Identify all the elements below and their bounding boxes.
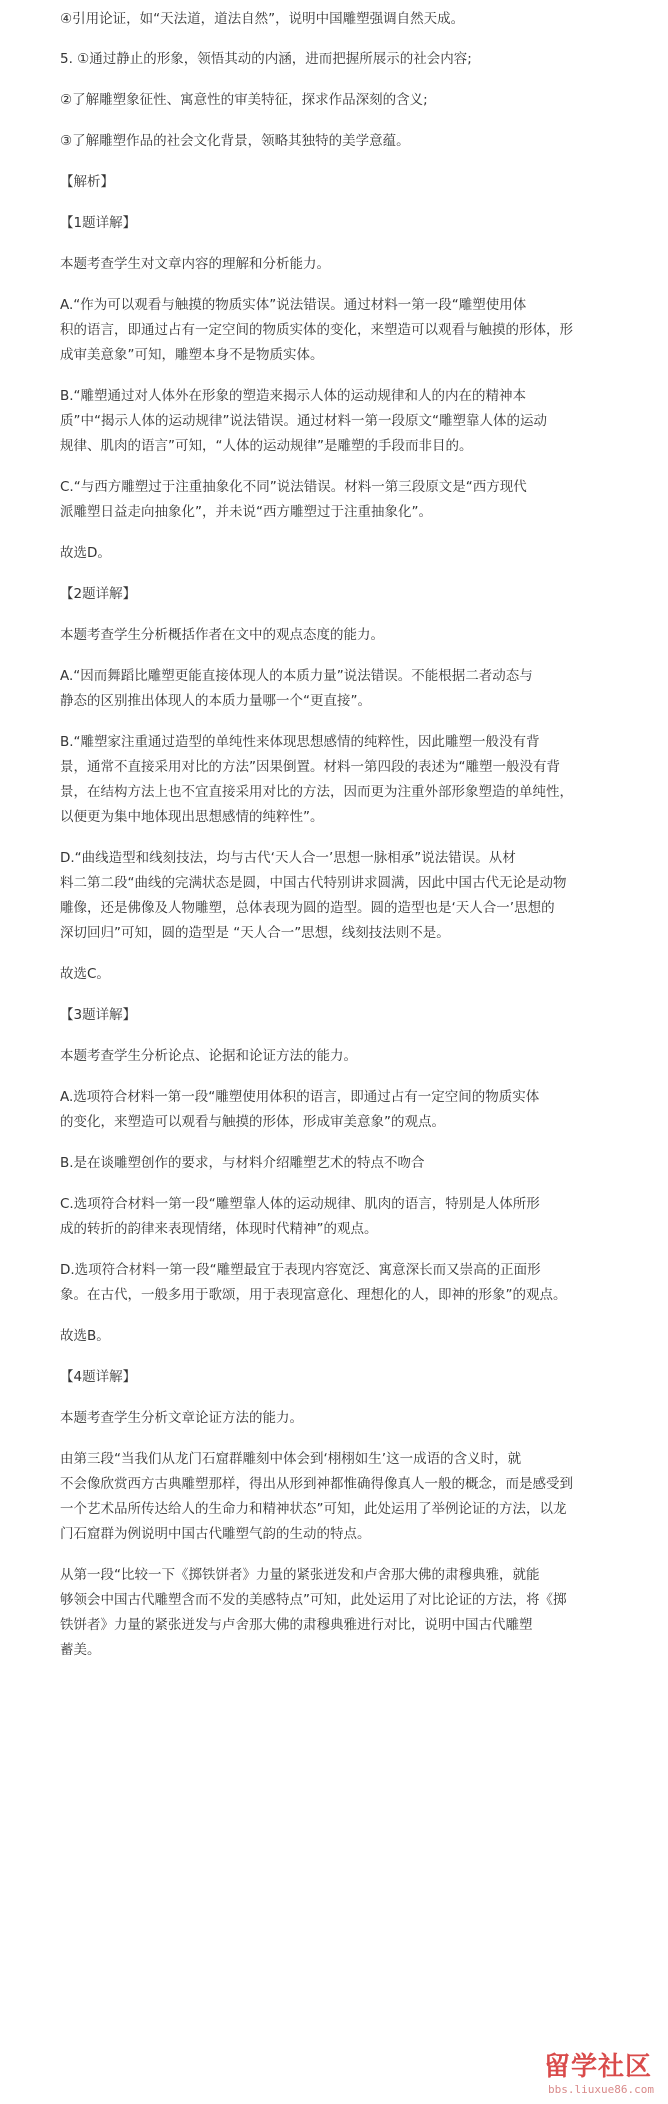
text-line: 不会像欣赏西方古典雕塑那样，得出从形到神都惟确得像真人一般的概念，而是感受到 <box>60 1476 573 1492</box>
text-line: C.“与西方雕塑过于注重抽象化不同”说法错误。材料一第三段原文是“西方现代 <box>60 479 527 495</box>
text-line: 景，在结构方法上也不宜直接采用对比的方法，因而更为注重外部形象塑造的单纯性， <box>60 784 573 800</box>
text-line: A.“作为可以观看与触摸的物质实体”说法错误。通过材料一第一段“雕塑使用体 <box>60 297 527 313</box>
text-line: A.“因而舞蹈比雕塑更能直接体现人的本质力量”说法错误。不能根据二者动态与 <box>60 668 533 684</box>
text-line: 深切回归”可知，圆的造型是 “天人合一”思想，线刻技法则不是。 <box>60 925 450 941</box>
text-line: B.“雕塑通过对人体外在形象的塑造来揭示人体的运动规律和人的内在的精神本 <box>60 388 527 404</box>
watermark-logo <box>484 2044 660 2098</box>
text-line: 本题考查学生对文章内容的理解和分析能力。 <box>60 256 330 272</box>
text-line: 派雕塑日益走向抽象化”，并未说“西方雕塑过于注重抽象化”。 <box>60 504 432 520</box>
text-line: 一个艺术品所传达给人的生命力和精神状态”可知，此处运用了举例论证的方法，以龙 <box>60 1501 567 1517</box>
text-line: 本题考查学生分析文章论证方法的能力。 <box>60 1410 303 1426</box>
text-line: 5. ①通过静止的形象，领悟其动的内涵，进而把握所展示的社会内容; <box>60 51 472 67</box>
text-line: 料二第二段“曲线的完满状态是圆，中国古代特别讲求圆满，因此中国古代无论是动物 <box>60 875 567 891</box>
section-heading: 【3题详解】 <box>60 1007 137 1023</box>
text-line: 景，通常不直接采用对比的方法”因果倒置。材料一第四段的表述为“雕塑一般没有背 <box>60 759 560 775</box>
text-line: 故选C。 <box>60 966 110 982</box>
text-line: 蓄美。 <box>60 1642 101 1658</box>
text-line: 本题考查学生分析概括作者在文中的观点态度的能力。 <box>60 627 384 643</box>
text-line: 故选D。 <box>60 545 111 561</box>
text-line: 规律、肌肉的语言”可知，“人体的运动规律”是雕塑的手段而非目的。 <box>60 438 473 454</box>
text-line: 本题考查学生分析论点、论据和论证方法的能力。 <box>60 1048 357 1064</box>
section-heading: 【2题详解】 <box>60 586 137 602</box>
text-line: B.“雕塑家注重通过造型的单纯性来体现思想感情的纯粹性，因此雕塑一般没有背 <box>60 734 540 750</box>
text-line: 由第三段“当我们从龙门石窟群雕刻中体会到‘栩栩如生’这一成语的含义时，就 <box>60 1451 522 1467</box>
text-line: 从第一段“比较一下《掷铁饼者》力量的紧张迸发和卢舍那大佛的肃穆典雅，就能 <box>60 1567 540 1583</box>
text-line: B.是在谈雕塑创作的要求，与材料介绍雕塑艺术的特点不吻合 <box>60 1155 425 1171</box>
text-line: A.选项符合材料一第一段“雕塑使用体积的语言，即通过占有一定空间的物质实体 <box>60 1089 540 1105</box>
text-line: 象。在古代，一般多用于歌颂，用于表现富意化、理想化的人，即神的形象”的观点。 <box>60 1287 567 1303</box>
section-heading: 【4题详解】 <box>60 1369 137 1385</box>
text-line: ④引用论证，如“天法道，道法自然”，说明中国雕塑强调自然天成。 <box>60 11 465 27</box>
text-line: 成审美意象”可知，雕塑本身不是物质实体。 <box>60 347 324 363</box>
text-line: 静态的区别推出体现人的本质力量哪一个“更直接”。 <box>60 693 371 709</box>
text-line: 故选B。 <box>60 1328 110 1344</box>
section-heading: 【1题详解】 <box>60 215 137 231</box>
text-line: 雕像，还是佛像及人物雕塑，总体表现为圆的造型。圆的造型也是‘天人合一’思想的 <box>60 900 555 916</box>
text-line: 积的语言，即通过占有一定空间的物质实体的变化，来塑造可以观看与触摸的形体，形 <box>60 322 573 338</box>
text-line: 铁饼者》力量的紧张迸发与卢舍那大佛的肃穆典雅进行对比，说明中国古代雕塑 <box>60 1617 533 1633</box>
text-line: D.选项符合材料一第一段“雕塑最宜于表现内容宽泛、寓意深长而又崇高的正面形 <box>60 1262 541 1278</box>
section-heading: 【解析】 <box>60 174 114 190</box>
text-line: C.选项符合材料一第一段“雕塑靠人体的运动规律、肌肉的语言，特别是人体所形 <box>60 1196 540 1212</box>
text-line: 门石窟群为例说明中国古代雕塑气韵的生动的特点。 <box>60 1526 371 1542</box>
text-line: 的变化，来塑造可以观看与触摸的形体，形成审美意象”的观点。 <box>60 1114 445 1130</box>
text-line: 成的转折的韵律来表现情绪，体现时代精神”的观点。 <box>60 1221 378 1237</box>
text-line: ③了解雕塑作品的社会文化背景，领略其独特的美学意蕴。 <box>60 133 410 149</box>
text-line: 够领会中国古代雕塑含而不发的美感特点”可知，此处运用了对比论证的方法，将《掷 <box>60 1592 567 1608</box>
text-line: ②了解雕塑象征性、寓意性的审美特征，探求作品深刻的含义; <box>60 92 428 108</box>
text-line: D.“曲线造型和线刻技法，均与古代‘天人合一’思想一脉相承”说法错误。从材 <box>60 850 516 866</box>
text-line: 以便更为集中地体现出思想感情的纯粹性”。 <box>60 809 324 825</box>
text-line: 质”中“揭示人体的运动规律”说法错误。通过材料一第一段原文“雕塑靠人体的运动 <box>60 413 547 429</box>
watermark-url: bbs.liuxue86.com <box>548 2083 654 2096</box>
watermark-text: 留学社区 <box>543 2052 652 2082</box>
